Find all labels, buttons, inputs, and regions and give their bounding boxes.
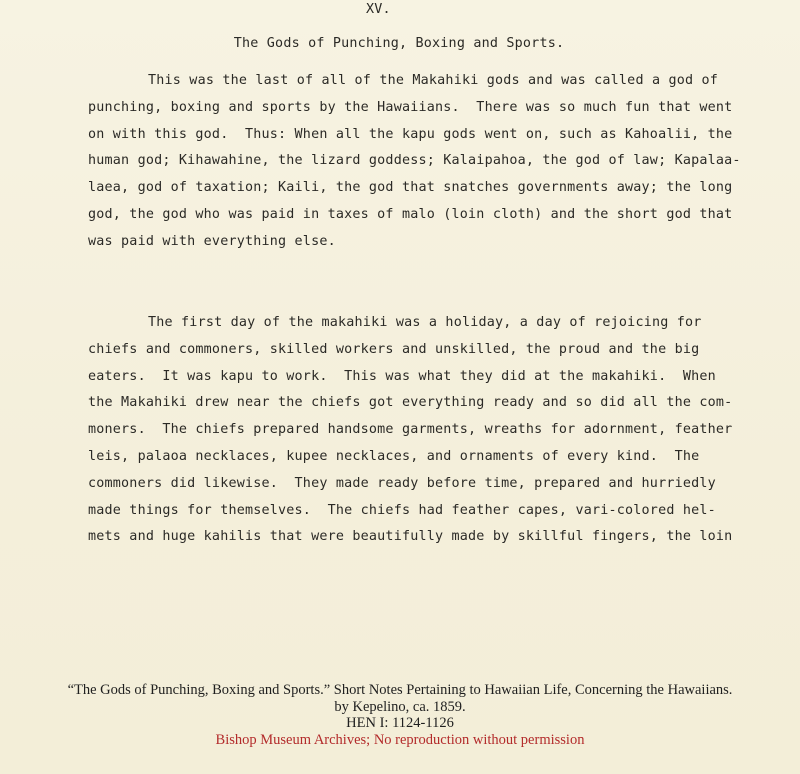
text-line: mets and huge kahilis that were beautifully made by skillful fingers, the loin [88, 529, 733, 545]
paragraph-1 [88, 68, 778, 256]
text-line: was paid with everything else. [88, 233, 336, 249]
text-line: chiefs and commoners, skilled workers and unskilled, the proud and the big [88, 341, 700, 357]
text-line: made things for themselves. The chiefs had feather capes, vari-colored hel- [88, 502, 716, 518]
text-line: commoners did likewise. They made ready before time, prepared and hurriedly [88, 475, 716, 491]
caption-citation: “The Gods of Punching, Boxing and Sports.” Short Notes Pertaining to Hawaiian Life, Concerning the Hawaiians. [67, 682, 733, 698]
caption-author: by Kepelino, ca. 1859. [334, 698, 466, 715]
text-line: punching, boxing and sports by the Hawaiians. There was so much fun that went [88, 99, 733, 115]
text-line: moners. The chiefs prepared handsome garments, wreaths for adornment, feather [88, 422, 733, 438]
paragraph-2 [88, 310, 778, 551]
text-line: leis, palaoa necklaces, kupee necklaces, and ornaments of every kind. The [88, 448, 700, 464]
text-line: the Makahiki drew near the chiefs got everything ready and so did all the com- [88, 395, 733, 411]
text-line: laea, god of taxation; Kaili, the god that snatches governments away; the long [88, 180, 733, 196]
text-line: human god; Kihawahine, the lizard goddess; Kalaipahoa, the god of law; Kapalaa- [88, 153, 741, 169]
text-line: god, the god who was paid in taxes of malo (loin cloth) and the short god that [88, 206, 733, 222]
text-line: on with this god. Thus: When all the kapu gods went on, such as Kahoalii, the [88, 126, 733, 142]
document-title: The Gods of Punching, Boxing and Sports. [233, 36, 565, 51]
caption-rights-notice: Bishop Museum Archives; No reproduction without permission [215, 731, 585, 748]
text-line: eaters. It was kapu to work. This was what they did at the makahiki. When [88, 368, 716, 384]
caption-reference: HEN I: 1124-1126 [346, 715, 454, 731]
page-number: XV. [366, 2, 391, 17]
text-line: This was the last of all of the Makahiki gods and was called a god of [148, 73, 719, 88]
text-line: The first day of the makahiki was a holiday, a day of rejoicing for [148, 315, 702, 330]
source-caption [0, 682, 800, 748]
